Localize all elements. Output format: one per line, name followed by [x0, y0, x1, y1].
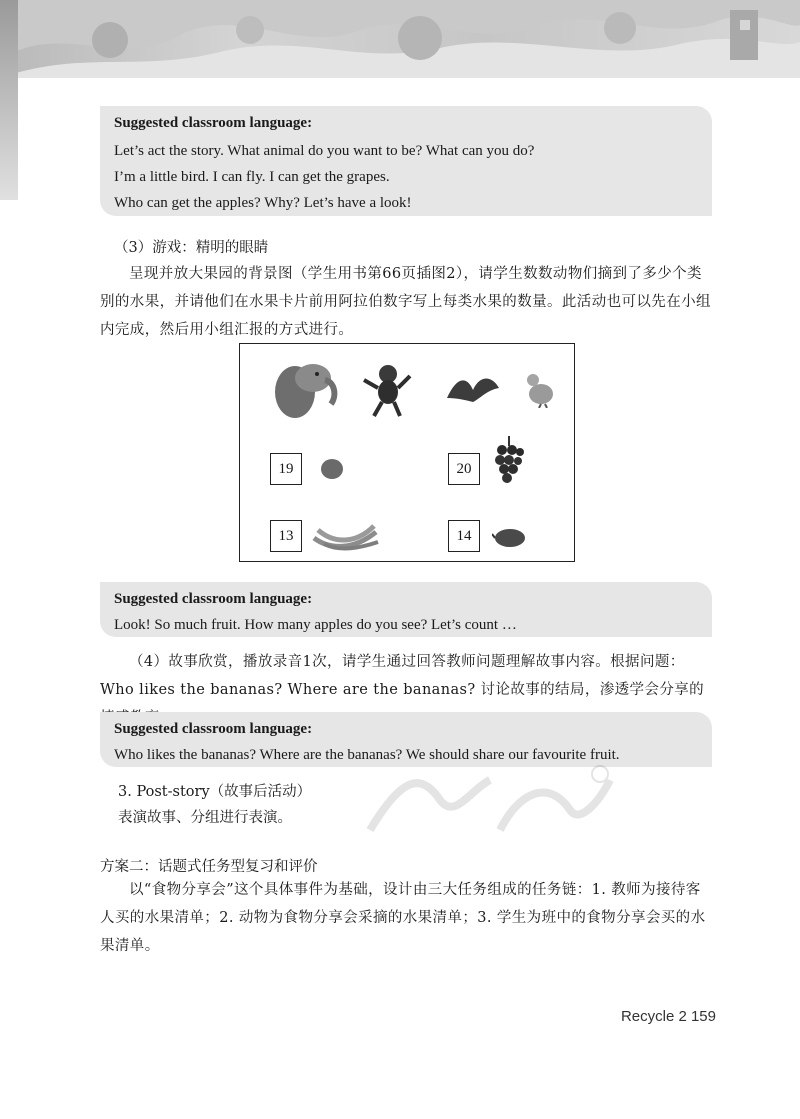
- monkey-icon: [360, 362, 412, 418]
- hen-icon: [523, 370, 557, 408]
- box-title: Suggested classroom language:: [114, 591, 313, 607]
- fruit-count-figure: [239, 343, 575, 562]
- bird-icon: [443, 368, 501, 408]
- page-edge-strip: [0, 0, 18, 200]
- grapes-icon: [492, 434, 526, 488]
- count-box: 14: [448, 520, 480, 552]
- post-story-line: 表演故事、分组进行表演。: [118, 810, 292, 826]
- box-line: I’m a little bird. I can fly. I can get the grapes.: [114, 169, 390, 185]
- box-line: Look! So much fruit. How many apples do you see? Let’s count …: [114, 617, 517, 633]
- story-paragraph: （4）故事欣赏，播放录音1次，请学生通过回答教师问题理解故事内容。根据问题：Who likes the bananas? Where are the bananas? 讨论故事的结局，渗透学会分享的: [100, 654, 705, 698]
- publisher-watermark: [360, 760, 620, 850]
- box-title: Suggested classroom language:: [114, 115, 313, 131]
- count-box: 20: [448, 453, 480, 485]
- bananas-icon: [310, 520, 382, 552]
- game-paragraph: 呈现并放大果园的背景图（学生用书第66页插图2），请学生数数动物们摘到了多少个类别的水果，并请他们在水果卡片前用阿拉伯数字写上每类水果的数量。此活动也可以先在小组内完成，然后用小组汇报的方式进行。: [100, 266, 711, 338]
- suggested-language-box-1: [100, 106, 712, 216]
- plan2-heading: 方案二：话题式任务型复习和评价: [100, 859, 318, 875]
- box-line: Let’s act the story. What animal do you want to be? What can you do?: [114, 143, 535, 159]
- banner-illustration: [0, 0, 800, 78]
- post-story-heading: 3. Post-story（故事后活动）: [118, 784, 312, 800]
- suggested-language-box-3: [100, 712, 712, 767]
- plan2-paragraph: 以“食物分享会”这个具体事件为基础，设计由三大任务组成的任务链：1. 教师为接待客人买的水果清单；2. 动物为食物分享会采摘的水果清单；3. 学生为班中的食物分享会买的水果清单。: [100, 882, 706, 954]
- apple-icon: [318, 455, 346, 481]
- header-banner: [0, 0, 800, 78]
- suggested-language-box-2: [100, 582, 712, 637]
- count-box: 13: [270, 520, 302, 552]
- page-footer: Recycle 2 159: [620, 1008, 716, 1025]
- box-title: Suggested classroom language:: [114, 721, 313, 737]
- game-heading: （3）游戏：精明的眼睛: [114, 240, 269, 256]
- count-box: 19: [270, 453, 302, 485]
- pear-icon: [492, 526, 528, 550]
- elephant-icon: [273, 356, 339, 420]
- box-line: Who likes the bananas? Where are the bananas? We should share our favourite fruit.: [114, 747, 620, 763]
- box-line: Who can get the apples? Why? Let’s have a look!: [114, 195, 412, 211]
